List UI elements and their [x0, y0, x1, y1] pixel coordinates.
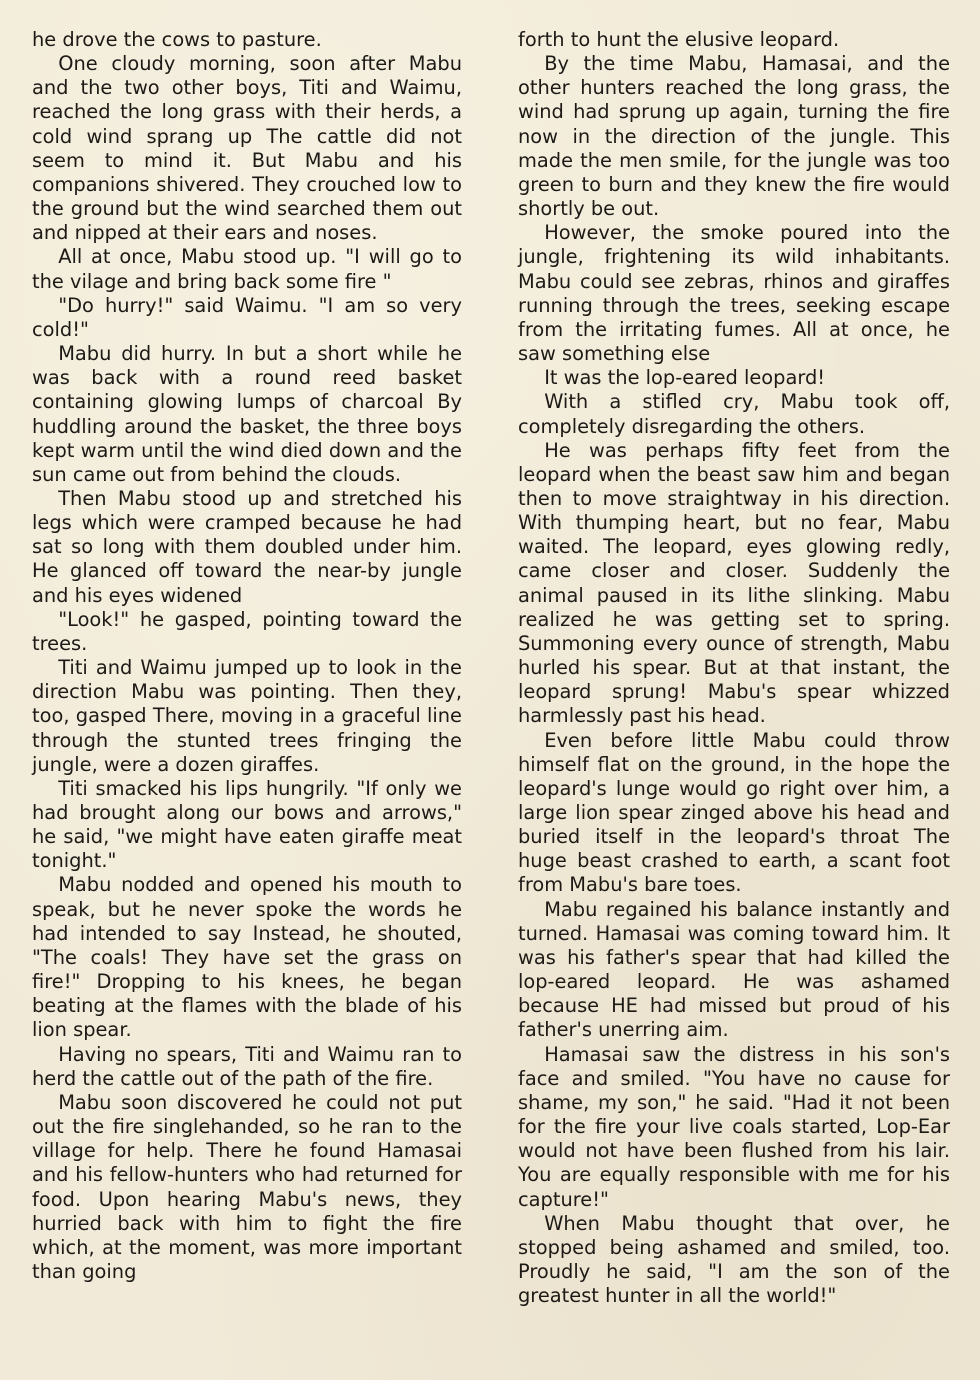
paragraph: he drove the cows to pasture. — [32, 28, 322, 51]
paragraph: All at once, Mabu stood up. "I will go to the vilage and bring back some fire " — [32, 245, 462, 293]
paragraph: Titi and Waimu jumped up to look in the direction Mabu was pointing. Then they, too, gasped There, moving in a graceful line through the stunted trees fringing the jungle, were a dozen giraffes. — [32, 656, 462, 776]
paragraph: By the time Mabu, Hamasai, and the other hunters reached the long grass, the wind had sprung up again, turning the fire now in the direction of the jungle. This made the men smile, for the jungle was too green to burn and they knew the fire would shortly be out. — [518, 52, 950, 221]
paragraph: Mabu nodded and opened his mouth to speak, but he never spoke the words he had intended to say Instead, he shouted, "The coals! They have set the grass on fire!" Dropping to his knees, he began beating at the flames with the blade of his lion spear. — [32, 873, 462, 1042]
paragraph: It was the lop-eared leopard! — [544, 366, 826, 390]
paragraph: Having no spears, Titi and Waimu ran to herd the cattle out of the path of the fire. — [32, 1042, 462, 1090]
paragraph: When Mabu thought that over, he stopped being ashamed and smiled, too. Proudly he said, "I am the son of the greatest hunter in all the world!" — [518, 1211, 950, 1308]
paragraph: However, the smoke poured into the jungle, frightening its wild inhabitants. Mabu could see zebras, rhinos and giraffes running through the trees, seeking escape from the irritating fumes. All at once, he saw something else — [518, 221, 950, 366]
paragraph: One cloudy morning, soon after Mabu and the two other boys, Titi and Waimu, reached the long grass with their herds, a cold wind sprang up The cattle did not seem to mind it. But Mabu and his companions shivered. They crouched low to the ground but the wind searched them out and nipped at their ears and noses. — [32, 52, 462, 245]
paragraph: "Look!" he gasped, pointing toward the trees. — [32, 607, 462, 655]
paragraph: Titi smacked his lips hungrily. "If only we had brought along our bows and arrows," he said, "we might have eaten giraffe meat tonight." — [32, 776, 462, 873]
paragraph: Then Mabu stood up and stretched his legs which were cramped because he had sat so long with them doubled under him. He glanced off toward the near-by jungle and his eyes widened — [32, 486, 462, 607]
paragraph: "Do hurry!" said Waimu. "I am so very cold!" — [32, 293, 462, 341]
right-text-column — [518, 28, 950, 1308]
paragraph: Mabu soon discovered he could not put out the fire singlehanded, so he ran to the village for help. There he found Hamasai and his fellow-hunters who had returned for food. Upon hearing Mabu's news, they hurried back with him to fight the fire which, at the moment, was more important than going — [32, 1090, 462, 1283]
paragraph: With a stifled cry, Mabu took off, completely disregarding the others. — [518, 390, 950, 438]
paragraph: Hamasai saw the distress in his son's face and smiled. "You have no cause for shame, my son," he said. "Had it not been for the fire your live coals started, Lop-Ear would not have been flushed from his lair. You are equally responsible with me for his capture!" — [518, 1042, 950, 1211]
paragraph: Mabu did hurry. In but a short while he was back with a round reed basket containing glowing lumps of charcoal By huddling around the basket, the three boys kept warm until the wind died down and the sun came out from behind the clouds. — [32, 342, 462, 486]
paragraph: Mabu regained his balance instantly and turned. Hamasai was coming toward him. It was his father's spear that had killed the lop-eared leopard. He was ashamed because HE had missed but proud of his father's unerring aim. — [518, 897, 950, 1042]
paragraph: He was perhaps fifty feet from the leopard when the beast saw him and began then to move straightway in his direction. With thumping heart, but no fear, Mabu waited. The leopard, eyes glowing redly, came closer and closer. Suddenly the animal paused in its lithe slinking. Mabu realized he was getting set to spring. Summoning every ounce of strength, Mabu hurled his spear. But at that instant, the leopard sprung! Mabu's spear whizzed harmlessly past his head. — [518, 438, 950, 728]
paragraph: Even before little Mabu could throw himself flat on the ground, in the hope the leopard's lunge would go right over him, a large lion spear zinged above his head and buried itself in the leopard's throat The huge beast crashed to earth, a scant foot from Mabu's bare toes. — [518, 728, 950, 897]
left-text-column — [32, 28, 462, 1284]
paragraph: forth to hunt the elusive leopard. — [518, 28, 840, 51]
